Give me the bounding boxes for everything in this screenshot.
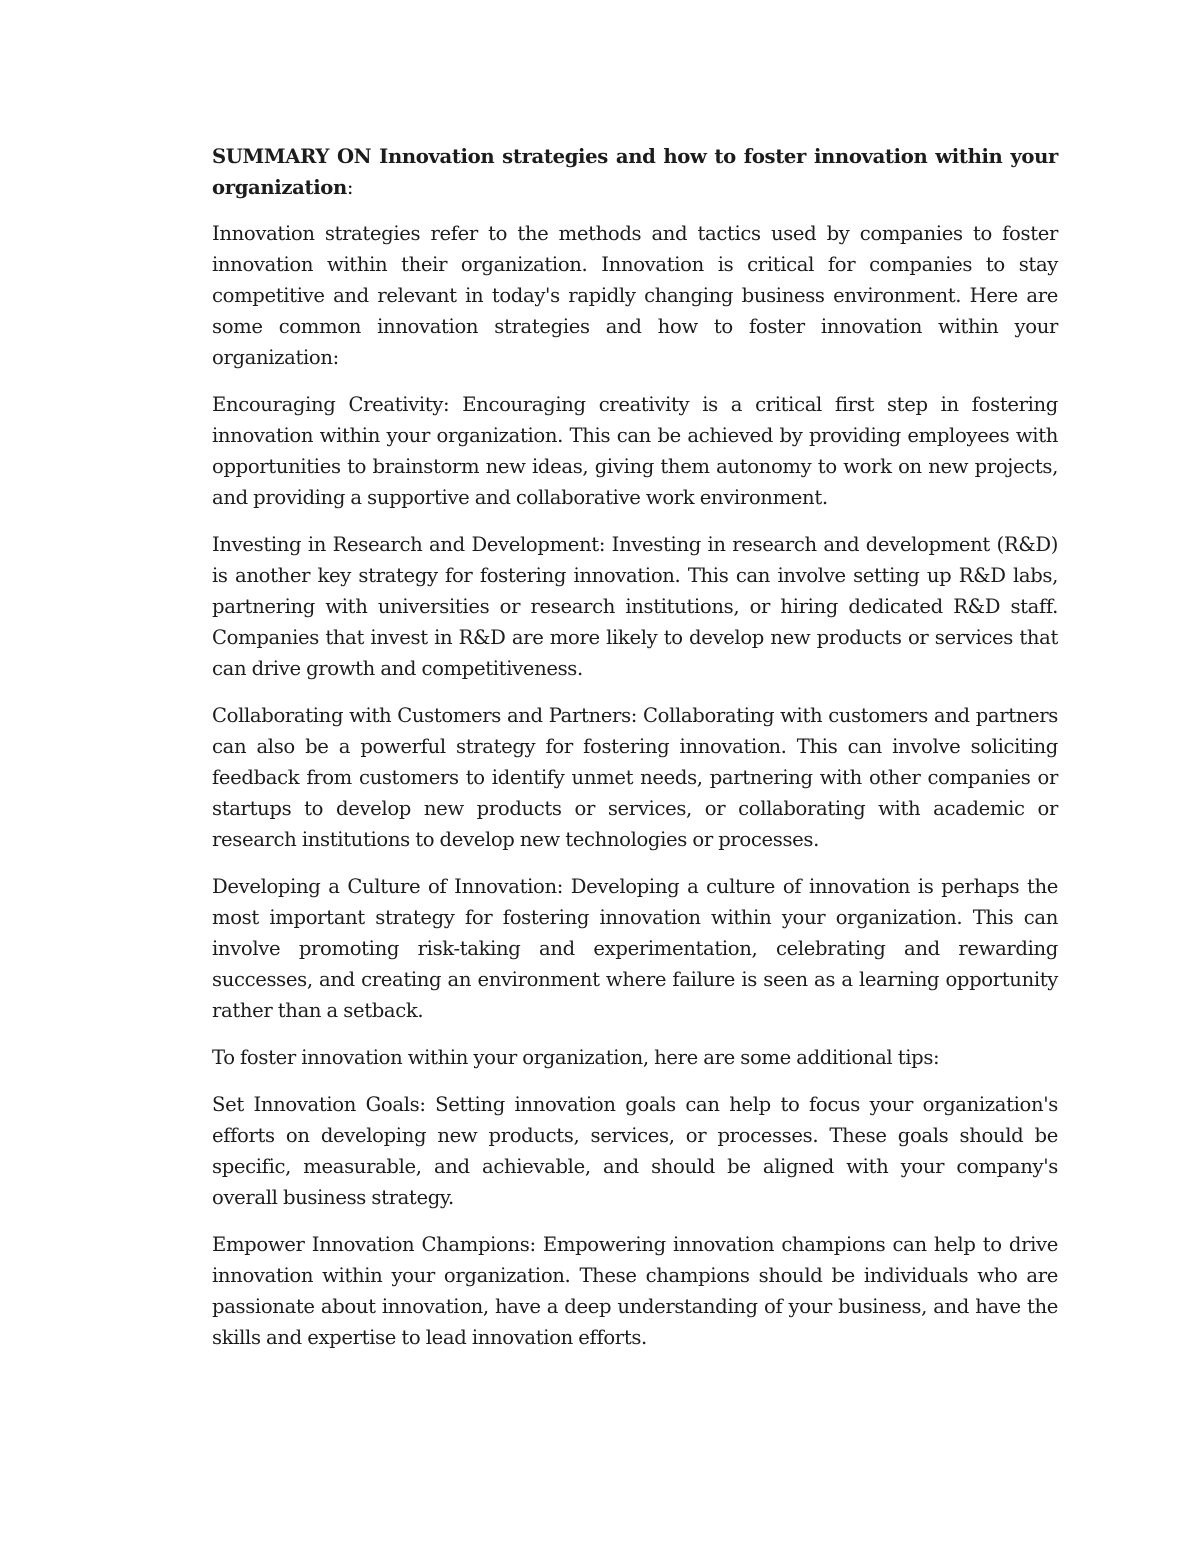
paragraph-collaborating-customers-partners: Collaborating with Customers and Partners: Collaborating with customers and partners can also be a powerful strategy for fostering innovation. This can involve soliciting feedback from customers to identify unmet needs, partnering with other companies or startups to develop new products or services, or collaborating with academic or research institutions to develop new technologies or processes. [212,704,1058,851]
document-title-colon: : [346,176,354,199]
document-title [212,141,1058,203]
paragraph-culture-of-innovation: Developing a Culture of Innovation: Developing a culture of innovation is perhaps the most important strategy for fostering innovation within your organization. This can involve promoting risk-taking and experimentation, celebrating and rewarding successes, and creating an environment where failure is seen as a learning opportunity rather than a setback. [212,875,1058,1022]
document-body [212,141,1058,1369]
paragraph-encouraging-creativity: Encouraging Creativity: Encouraging creativity is a critical first step in fostering innovation within your organization. This can be achieved by providing employees with opportunities to brainstorm new ideas, giving them autonomy to work on new projects, and providing a supportive and collaborative work environment. [212,393,1058,509]
paragraph-additional-tips-intro: To foster innovation within your organization, here are some additional tips: [212,1046,940,1069]
paragraph-intro: Innovation strategies refer to the methods and tactics used by companies to foster innovation within their organization. Innovation is critical for companies to stay competitive and relevant in today's rapidly changing business environment. Here are some common innovation strategies and how to foster innovation within your organization: [212,222,1058,369]
paragraph-research-development: Investing in Research and Development: Investing in research and development (R&D) is another key strategy for fostering innovation. This can involve setting up R&D labs, partnering with universities or research institutions, or hiring dedicated R&D staff. Companies that invest in R&D are more likely to develop new products or services that can drive growth and competitiveness. [212,533,1058,680]
paragraph-empower-innovation-champions: Empower Innovation Champions: Empowering innovation champions can help to drive innovation within your organization. These champions should be individuals who are passionate about innovation, have a deep understanding of your business, and have the skills and expertise to lead innovation efforts. [212,1233,1058,1349]
document-title-text: SUMMARY ON Innovation strategies and how to foster innovation within your organization [212,145,1058,199]
paragraph-set-innovation-goals: Set Innovation Goals: Setting innovation goals can help to focus your organization's efforts on developing new products, services, or processes. These goals should be specific, measurable, and achievable, and should be aligned with your company's overall business strategy. [212,1093,1058,1209]
